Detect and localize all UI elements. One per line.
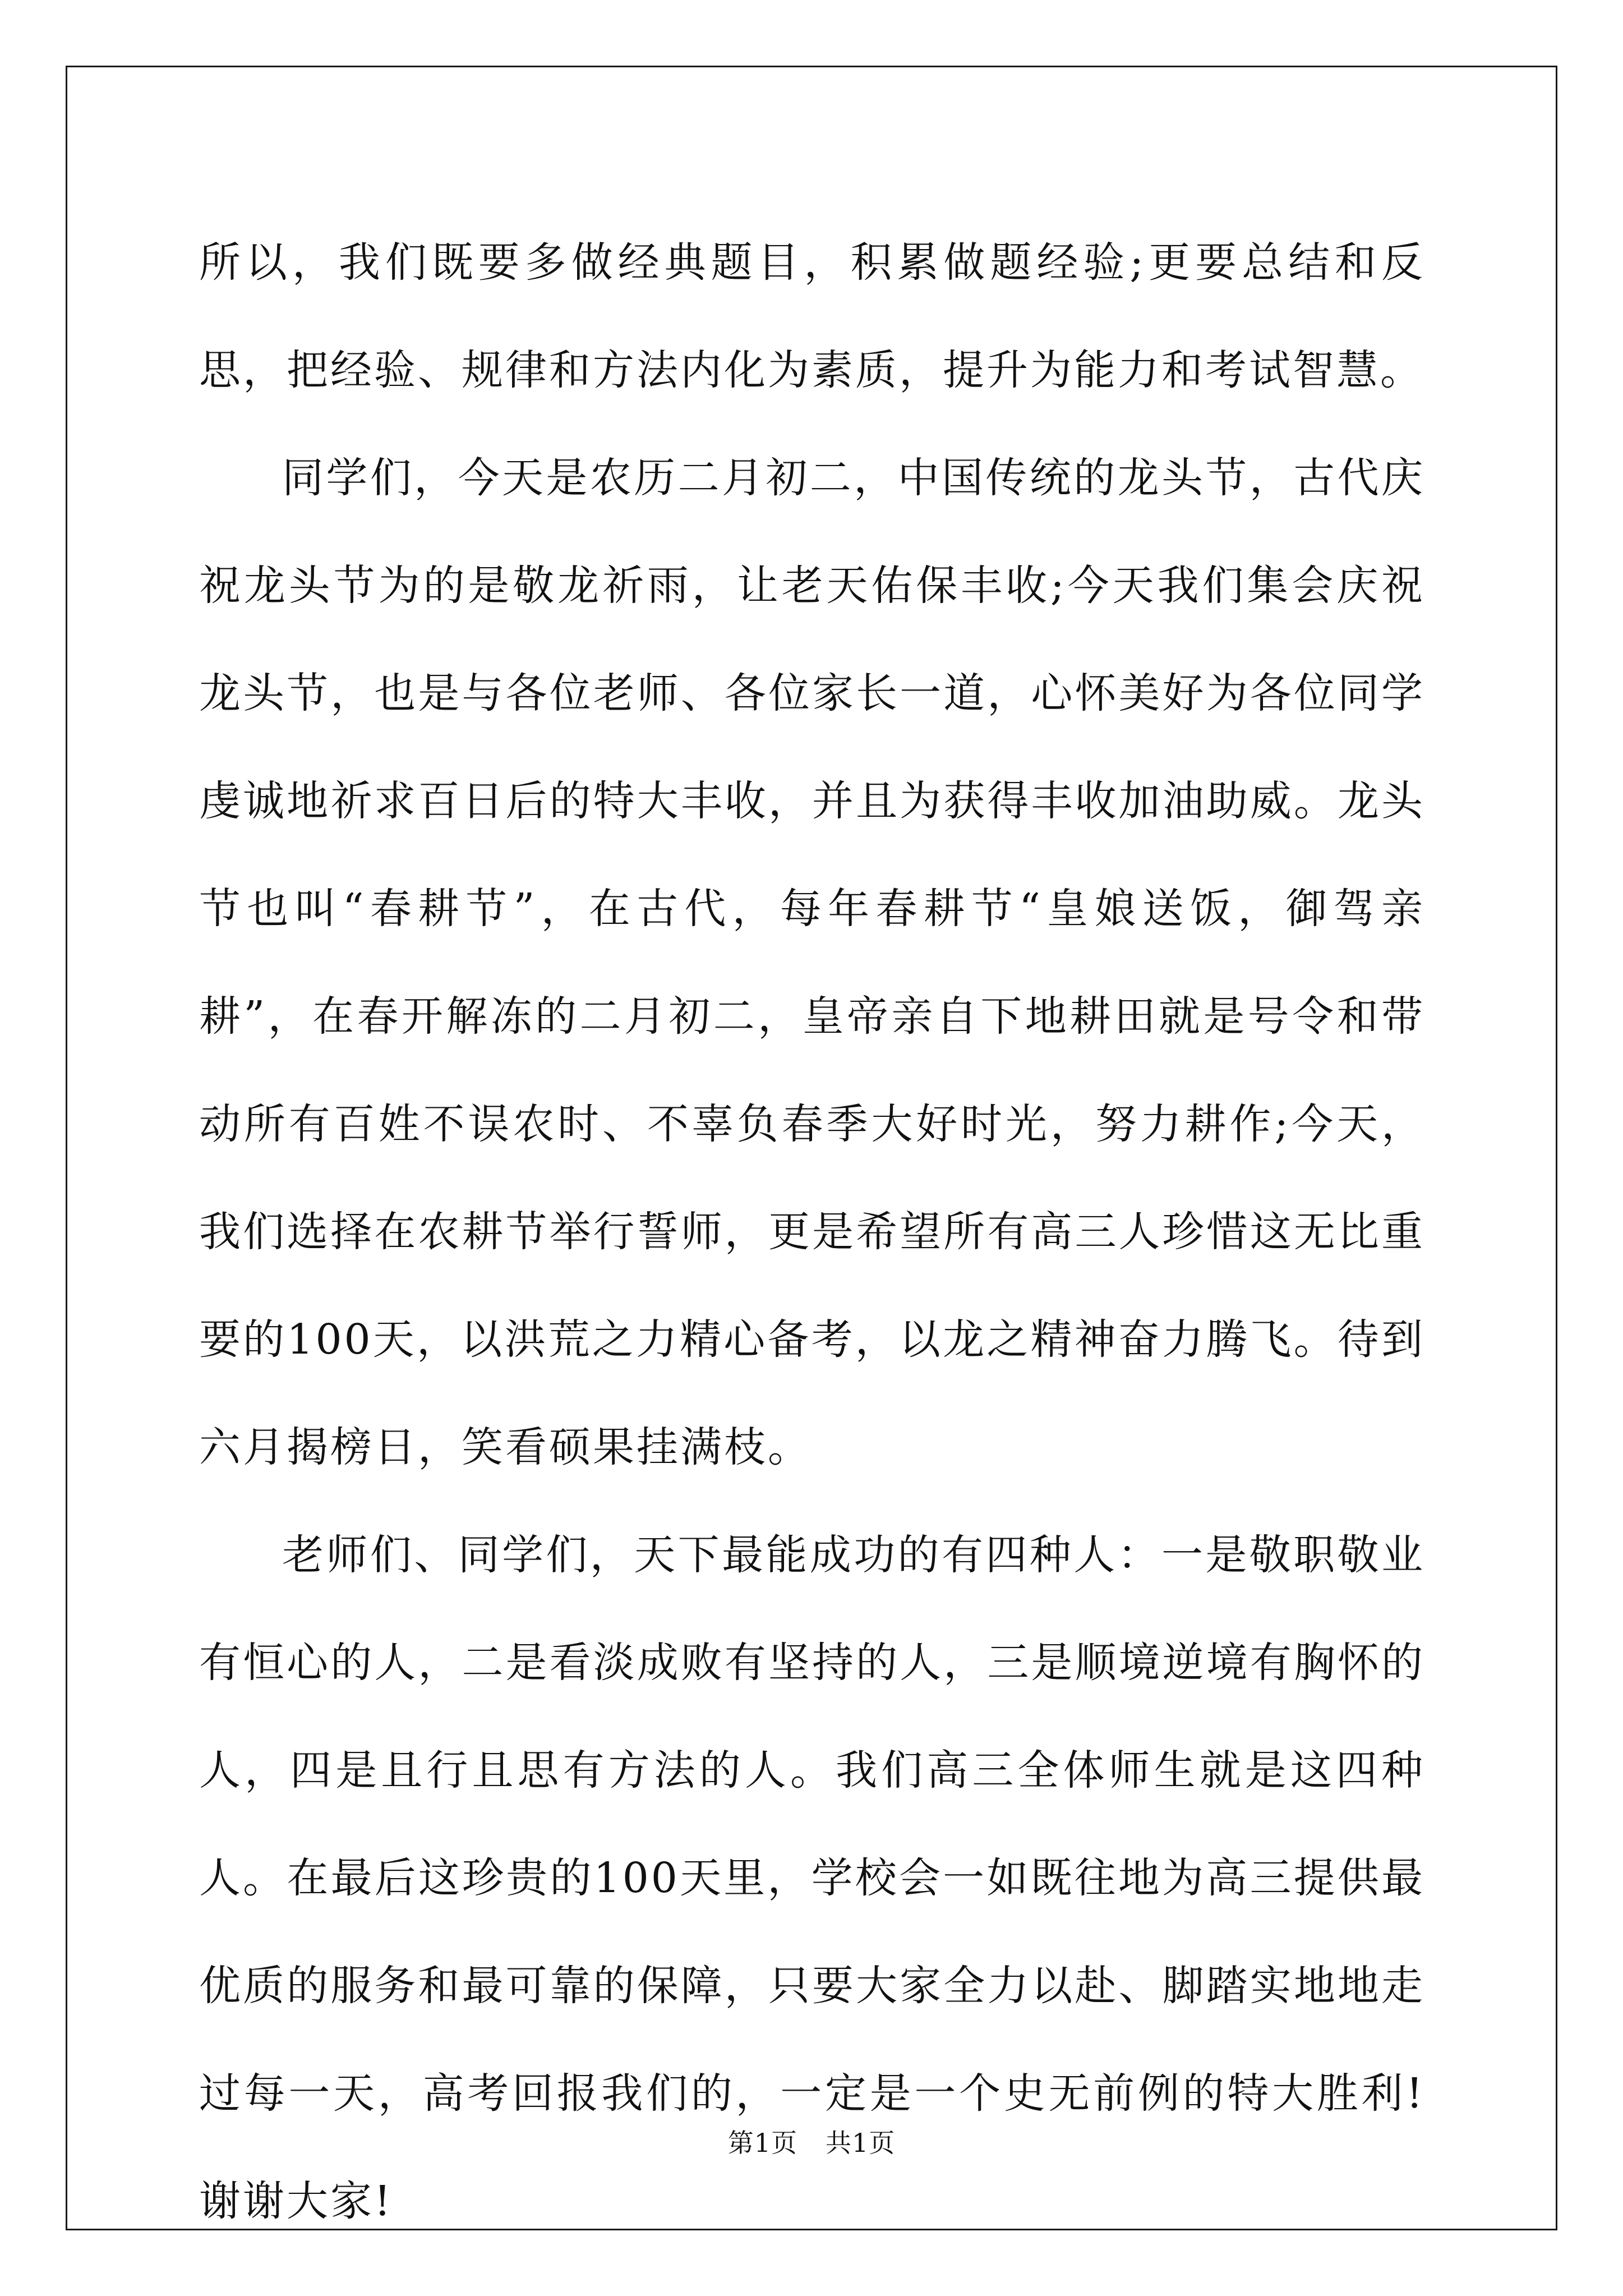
page-number-total: 共1页: [826, 2128, 896, 2158]
paragraph-3: 老师们、同学们，天下最能成功的有四种人：一是敬职敬业有恒心的人，二是看淡成败有坚持的人，三是顺境逆境有胸怀的人，四是且行且思有方法的人。我们高三全体师生就是这四种人。在最后这珍贵的100天里，学校会一如既往地为高三提供最优质的服务和最可靠的保障，只要大家全力以赴、脚踏实地地走过每一天，高考回报我们的，一定是一个史无前例的特大胜利!谢谢大家!: [199, 1531, 1425, 2225]
document-body: [199, 209, 1425, 2255]
paragraph-2: 同学们，今天是农历二月初二，中国传统的龙头节，古代庆祝龙头节为的是敬龙祈雨，让老天佑保丰收;今天我们集会庆祝龙头节，也是与各位老师、各位家长一道，心怀美好为各位同学虔诚地祈求百日后的特大丰收，并且为获得丰收加油助威。龙头节也叫“春耕节”，在古代，每年春耕节“皇娘送饭，御驾亲耕”，在春开解冻的二月初二，皇帝亲自下地耕田就是号令和带动所有百姓不误农时、不辜负春季大好时光，努力耕作;今天，我们选择在农耕节举行誓师，更是希望所有高三人珍惜这无比重要的100天，以洪荒之力精心备考，以龙之精神奋力腾飞。待到六月揭榜日，笑看硕果挂满枝。: [199, 454, 1425, 1471]
page-footer: [0, 2126, 1623, 2160]
page-number-current: 第1页: [727, 2128, 797, 2158]
paragraph-1: 所以，我们既要多做经典题目，积累做题经验;更要总结和反思，把经验、规律和方法内化为素质，提升为能力和考试智慧。: [199, 238, 1425, 394]
